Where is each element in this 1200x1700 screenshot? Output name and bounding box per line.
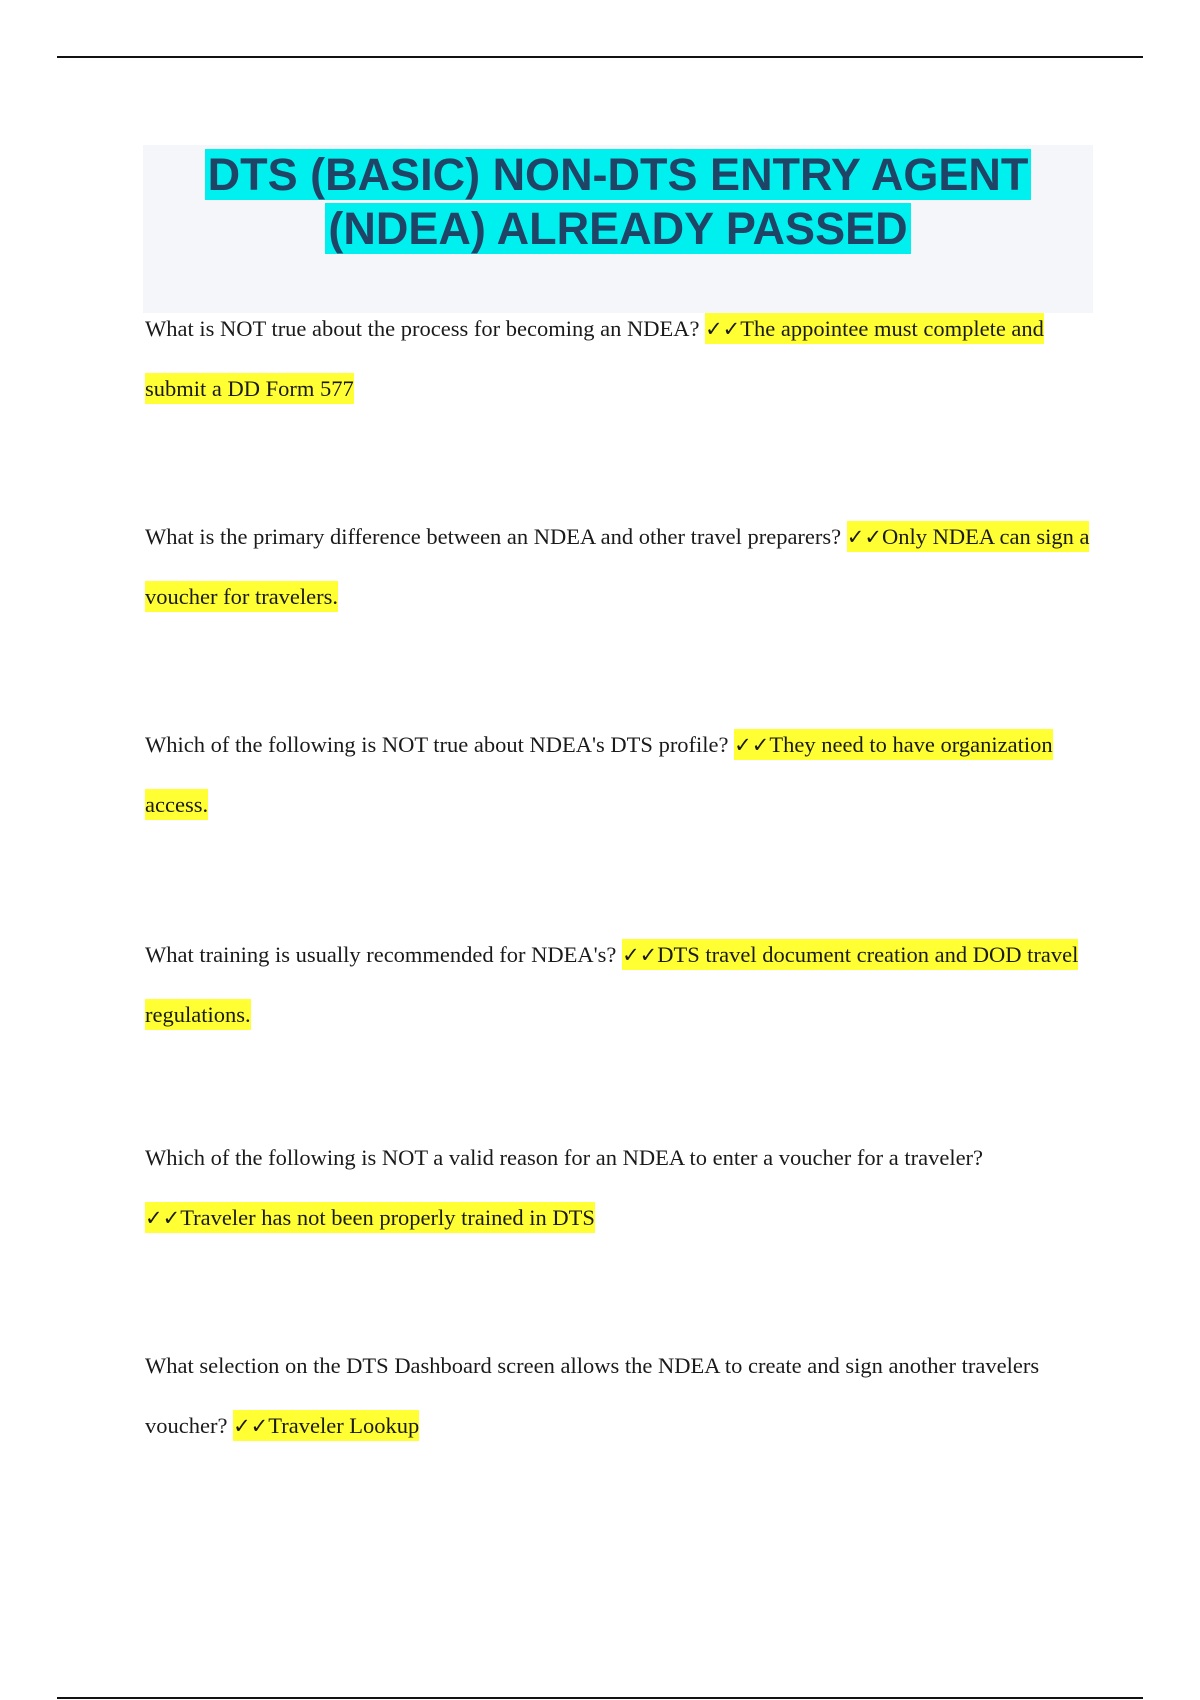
- qa-item-1: [145, 299, 1095, 419]
- answer-3-text: They need to have organization access.: [145, 732, 1053, 817]
- answer-5: [145, 1202, 595, 1233]
- qa-item-6: [145, 1336, 1095, 1456]
- check-mark-icon: ✓✓: [145, 1206, 181, 1230]
- qa-item-5: [145, 1128, 1095, 1248]
- answer-4-text: DTS travel document creation and DOD travel regulations.: [145, 942, 1079, 1027]
- answer-6-text: Traveler Lookup: [268, 1413, 420, 1438]
- question-1: What is NOT true about the process for becoming an NDEA?: [145, 316, 700, 341]
- answer-6: [233, 1410, 419, 1441]
- bottom-rule: [57, 1697, 1143, 1699]
- top-rule: [57, 56, 1143, 58]
- qa-item-2: [145, 507, 1095, 627]
- answer-5-text: Traveler has not been properly trained in DTS: [180, 1205, 595, 1230]
- check-mark-icon: ✓✓: [705, 317, 741, 341]
- answer-1-text: The appointee must complete and submit a DD Form 577: [145, 316, 1044, 401]
- check-mark-icon: ✓✓: [734, 733, 770, 757]
- question-2: What is the primary difference between an NDEA and other travel preparers?: [145, 524, 842, 549]
- qa-item-3: [145, 715, 1095, 835]
- question-5: Which of the following is NOT a valid reason for an NDEA to enter a voucher for a traveler?: [145, 1145, 984, 1170]
- check-mark-icon: ✓✓: [233, 1414, 269, 1438]
- answer-2-text: Only NDEA can sign a voucher for travelers.: [145, 524, 1090, 609]
- check-mark-icon: ✓✓: [622, 943, 658, 967]
- question-6: What selection on the DTS Dashboard screen allows the NDEA to create and sign another travelers voucher?: [145, 1353, 1040, 1438]
- check-mark-icon: ✓✓: [846, 525, 882, 549]
- question-4: What training is usually recommended for NDEA's?: [145, 942, 617, 967]
- page-title: [143, 148, 1093, 256]
- question-3: Which of the following is NOT true about NDEA's DTS profile?: [145, 732, 729, 757]
- qa-item-4: [145, 925, 1095, 1045]
- page-title-text: DTS (BASIC) NON-DTS ENTRY AGENT (NDEA) ALREADY PASSED: [205, 149, 1032, 254]
